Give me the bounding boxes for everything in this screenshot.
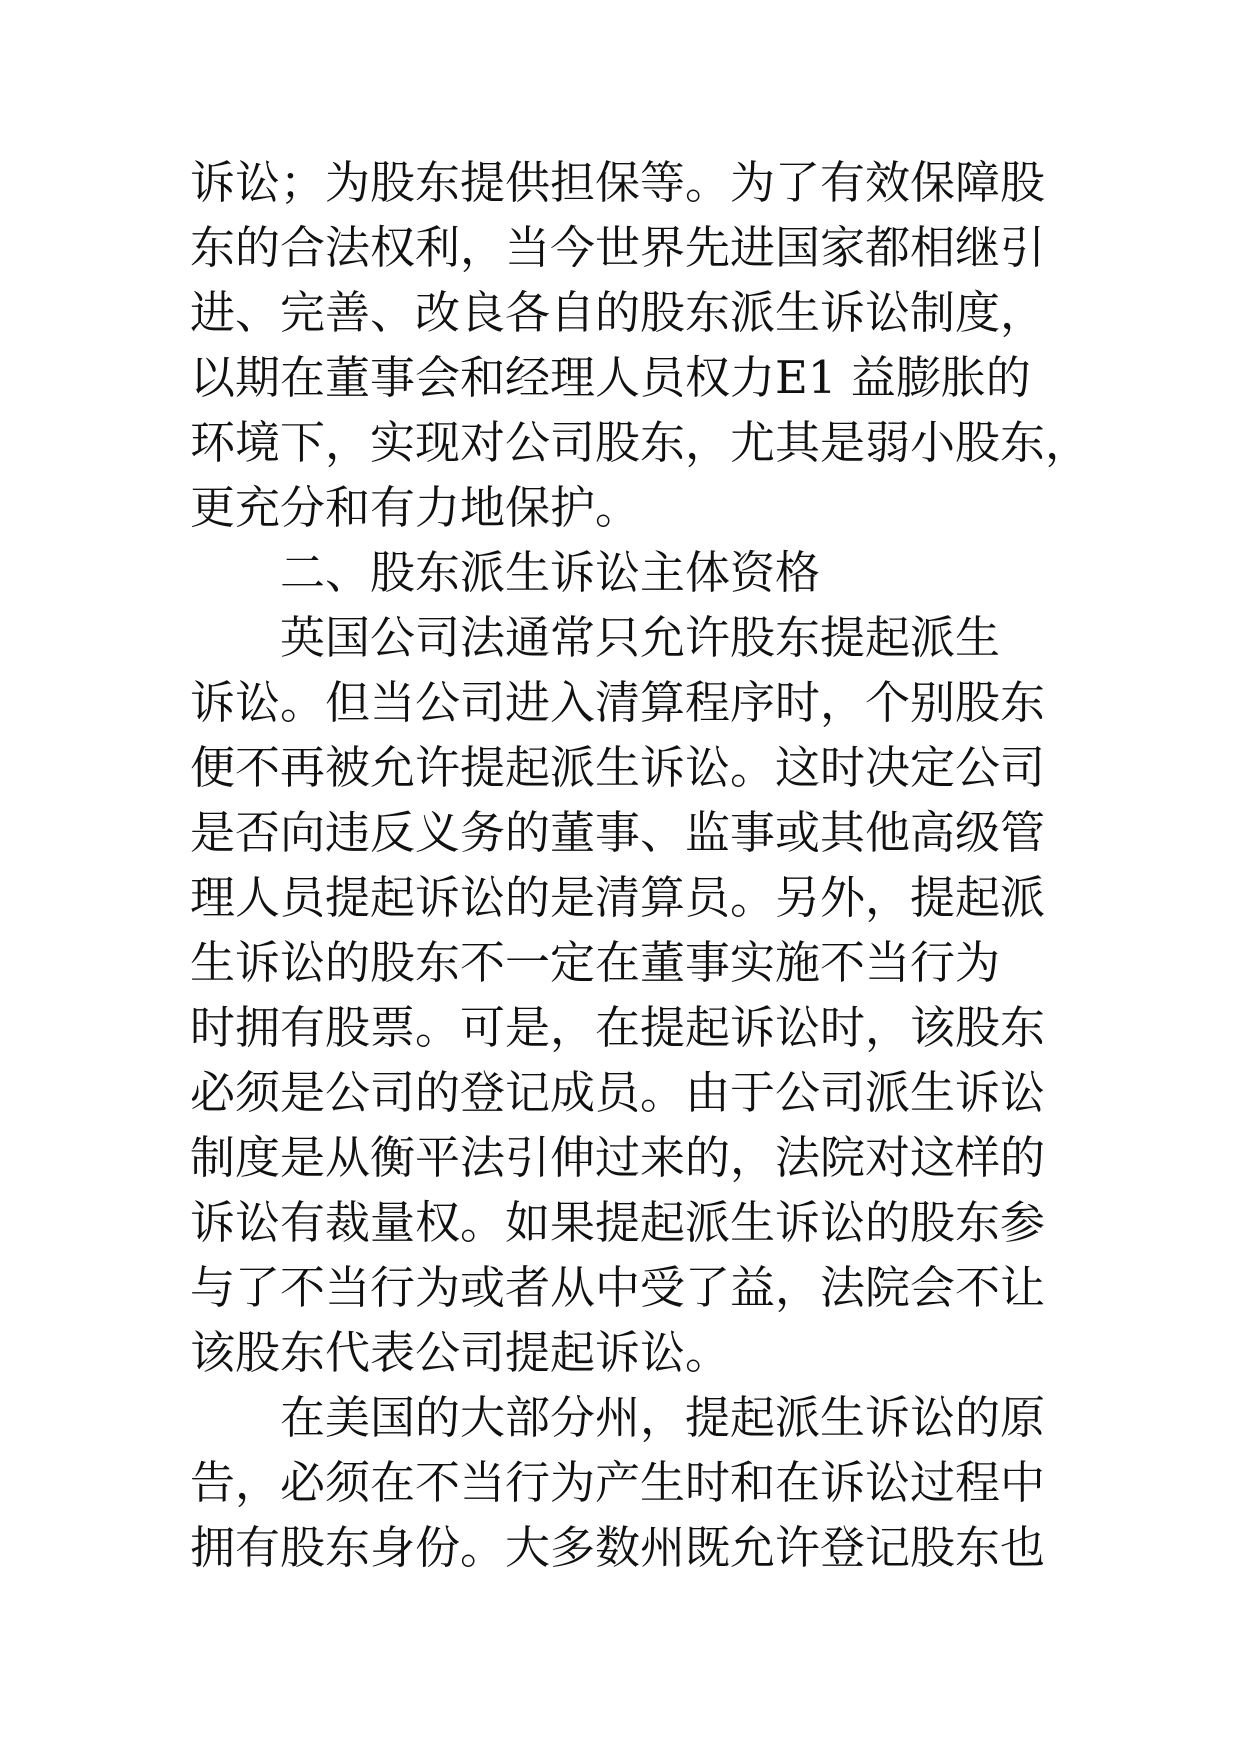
section-heading: 二、股东派生诉讼主体资格: [280, 546, 821, 599]
text-line: 理人员提起诉讼的是清算员。另外，提起派: [190, 871, 1046, 924]
text-line: 在美国的大部分州，提起派生诉讼的原: [280, 1391, 1046, 1444]
text-line: 英国公司法通常只允许股东提起派生: [280, 611, 1001, 664]
text-line: 告，必须在不当行为产生时和在诉讼过程中: [190, 1456, 1046, 1509]
text-line: 更充分和有力地保护。: [190, 481, 641, 534]
text-line: 诉讼；为股东提供担保等。为了有效保障股: [190, 156, 1046, 209]
text-line: 进、完善、改良各自的股东派生诉讼制度，: [190, 286, 1046, 339]
text-line: 是否向违反义务的董事、监事或其他高级管: [190, 806, 1046, 859]
text-line: 环境下，实现对公司股东，尤其是弱小股东，: [190, 416, 1091, 469]
text-line: 生诉讼的股东不一定在董事实施不当行为: [190, 936, 1001, 989]
text-line: 与了不当行为或者从中受了益，法院会不让: [190, 1261, 1046, 1314]
text-line: 制度是从衡平法引伸过来的，法院对这样的: [190, 1131, 1046, 1184]
text-line: 东的合法权利，当今世界先进国家都相继引: [190, 221, 1046, 274]
text-line: 便不再被允许提起派生诉讼。这时决定公司: [190, 741, 1046, 794]
text-line: 拥有股东身份。大多数州既允许登记股东也: [190, 1521, 1046, 1574]
text-line: 该股东代表公司提起诉讼。: [190, 1326, 731, 1379]
text-line: 以期在董事会和经理人员权力E1 益膨胀的: [190, 351, 1031, 404]
text-line: 必须是公司的登记成员。由于公司派生诉讼: [190, 1066, 1046, 1119]
text-line: 诉讼有裁量权。如果提起派生诉讼的股东参: [190, 1196, 1046, 1249]
text-line: 诉讼。但当公司进入清算程序时，个别股东: [190, 676, 1046, 729]
text-line: 时拥有股票。可是，在提起诉讼时，该股东: [190, 1001, 1046, 1054]
body-text: [190, 150, 1091, 1580]
